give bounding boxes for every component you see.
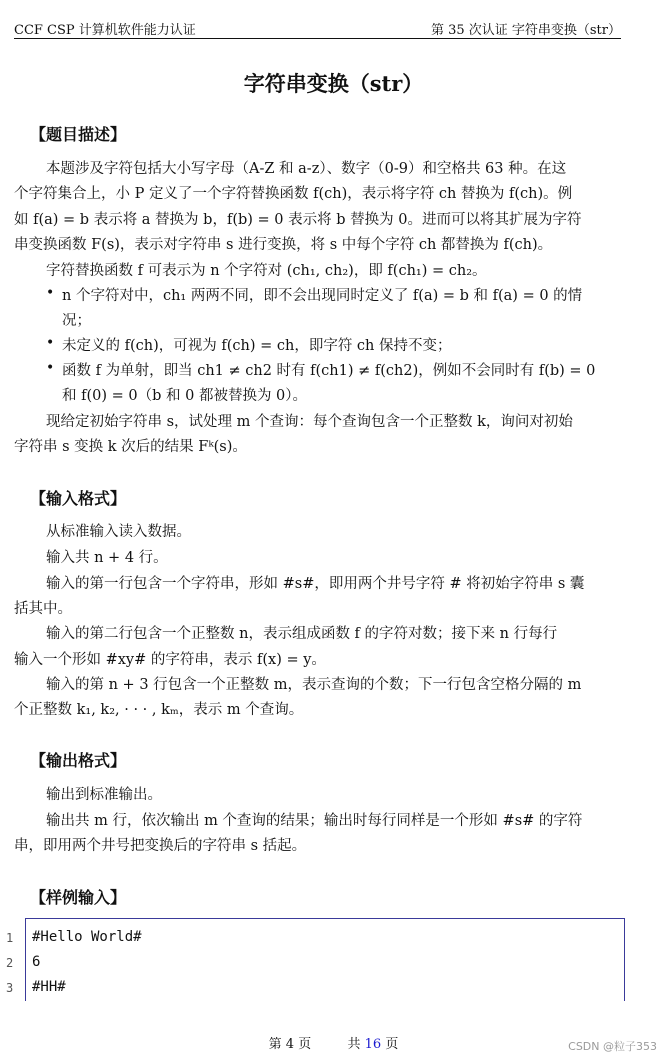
page-suffix: 页: [294, 1037, 312, 1052]
page-title: 字符串变换（str）: [243, 71, 424, 96]
section-description-heading: 【题目描述】: [30, 125, 127, 144]
input-line-5: 输入的第二行包含一个正整数 n，表示组成函数 f 的字符对数；接下来 n 行每行: [46, 626, 558, 642]
section-output-heading: 【输出格式】: [30, 751, 127, 770]
sample-line-number-2: 2: [6, 956, 14, 970]
bullet-dot-3: •: [46, 360, 55, 376]
total-prefix: 共: [347, 1037, 365, 1052]
input-line-1: 从标准输入读入数据。: [46, 524, 191, 540]
bullet-1-line-2: 况；: [62, 313, 91, 329]
page-prefix: 第: [268, 1037, 286, 1052]
sample-line-number-3: 3: [6, 981, 14, 995]
desc-line-4: 串变换函数 F(s)，表示对字符串 s 进行变换，将 s 中每个字符 ch 都替换为 f(ch)。: [14, 237, 553, 253]
bullet-1-line-1: n 个字符对中，ch₁ 两两不同，即不会出现同时定义了 f(a) = b 和 f(a) = 0 的情: [62, 288, 583, 304]
section-input-heading: 【输入格式】: [30, 489, 127, 508]
sample-code-line-1: #Hello World#: [32, 929, 142, 945]
output-line-1: 输出到标准输出。: [46, 787, 162, 803]
bullet-3-line-1: 函数 f 为单射，即当 ch1 ≠ ch2 时有 f(ch1) ≠ f(ch2)，例如不会同时有 f(b) = 0: [62, 363, 596, 379]
bullet-3-line-2: 和 f(0) = 0（b 和 0 都被替换为 0）。: [62, 388, 308, 404]
header-left: CCF CSP 计算机软件能力认证: [14, 23, 196, 38]
input-line-2: 输入共 n + 4 行。: [46, 550, 168, 566]
output-line-2: 输出共 m 行，依次输出 m 个查询的结果；输出时每行同样是一个形如 #s# 的字符: [46, 813, 583, 829]
sample-code-line-2: 6: [32, 954, 41, 970]
page-footer: [0, 1033, 667, 1052]
sample-line-number-1: 1: [6, 931, 14, 945]
input-line-7: 输入的第 n + 3 行包含一个正整数 m，表示查询的个数；下一行包含空格分隔的 m: [46, 677, 582, 693]
input-line-3: 输入的第一行包含一个字符串，形如 #s#，即用两个井号字符 # 将初始字符串 s 囊: [46, 576, 585, 592]
page-number: 4: [285, 1037, 295, 1052]
desc-tail-2: 字符串 s 变换 k 次后的结果 Fᵏ(s)。: [14, 439, 247, 455]
bullet-2-line-1: 未定义的 f(ch)，可视为 f(ch) = ch，即字符 ch 保持不变；: [62, 338, 452, 354]
input-line-4: 括其中。: [14, 601, 72, 617]
header-rule: [14, 38, 621, 39]
output-line-3: 串，即用两个井号把变换后的字符串 s 括起。: [14, 838, 307, 854]
bullet-dot-2: •: [46, 335, 55, 351]
total-pages: 16: [364, 1037, 382, 1052]
desc-line-5: 字符替换函数 f 可表示为 n 个字符对 (ch₁, ch₂)，即 f(ch₁) = ch₂。: [46, 263, 487, 279]
watermark: CSDN @粒子353: [568, 1040, 657, 1053]
header-right: 第 35 次认证 字符串变换（str）: [430, 23, 621, 38]
input-line-8: 个正整数 k₁, k₂, · · · , kₘ，表示 m 个查询。: [14, 702, 304, 718]
desc-line-2: 个字符集合上，小 P 定义了一个字符替换函数 f(ch)，表示将字符 ch 替换为 f(ch)。例: [14, 186, 573, 202]
desc-tail-1: 现给定初始字符串 s，试处理 m 个查询：每个查询包含一个正整数 k，询问对初始: [46, 414, 573, 430]
bullet-dot-1: •: [46, 285, 55, 301]
sample-code-line-3: #HH#: [32, 979, 66, 995]
section-sample-heading: 【样例输入】: [30, 888, 127, 907]
total-suffix: 页: [381, 1037, 399, 1052]
desc-line-3: 如 f(a) = b 表示将 a 替换为 b，f(b) = 0 表示将 b 替换为 0。进而可以将其扩展为字符: [14, 212, 582, 228]
input-line-6: 输入一个形如 #xy# 的字符串，表示 f(x) = y。: [14, 652, 326, 668]
desc-line-1: 本题涉及字符包括大小写字母（A-Z 和 a-z）、数字（0-9）和空格共 63 种。在这: [46, 161, 567, 177]
